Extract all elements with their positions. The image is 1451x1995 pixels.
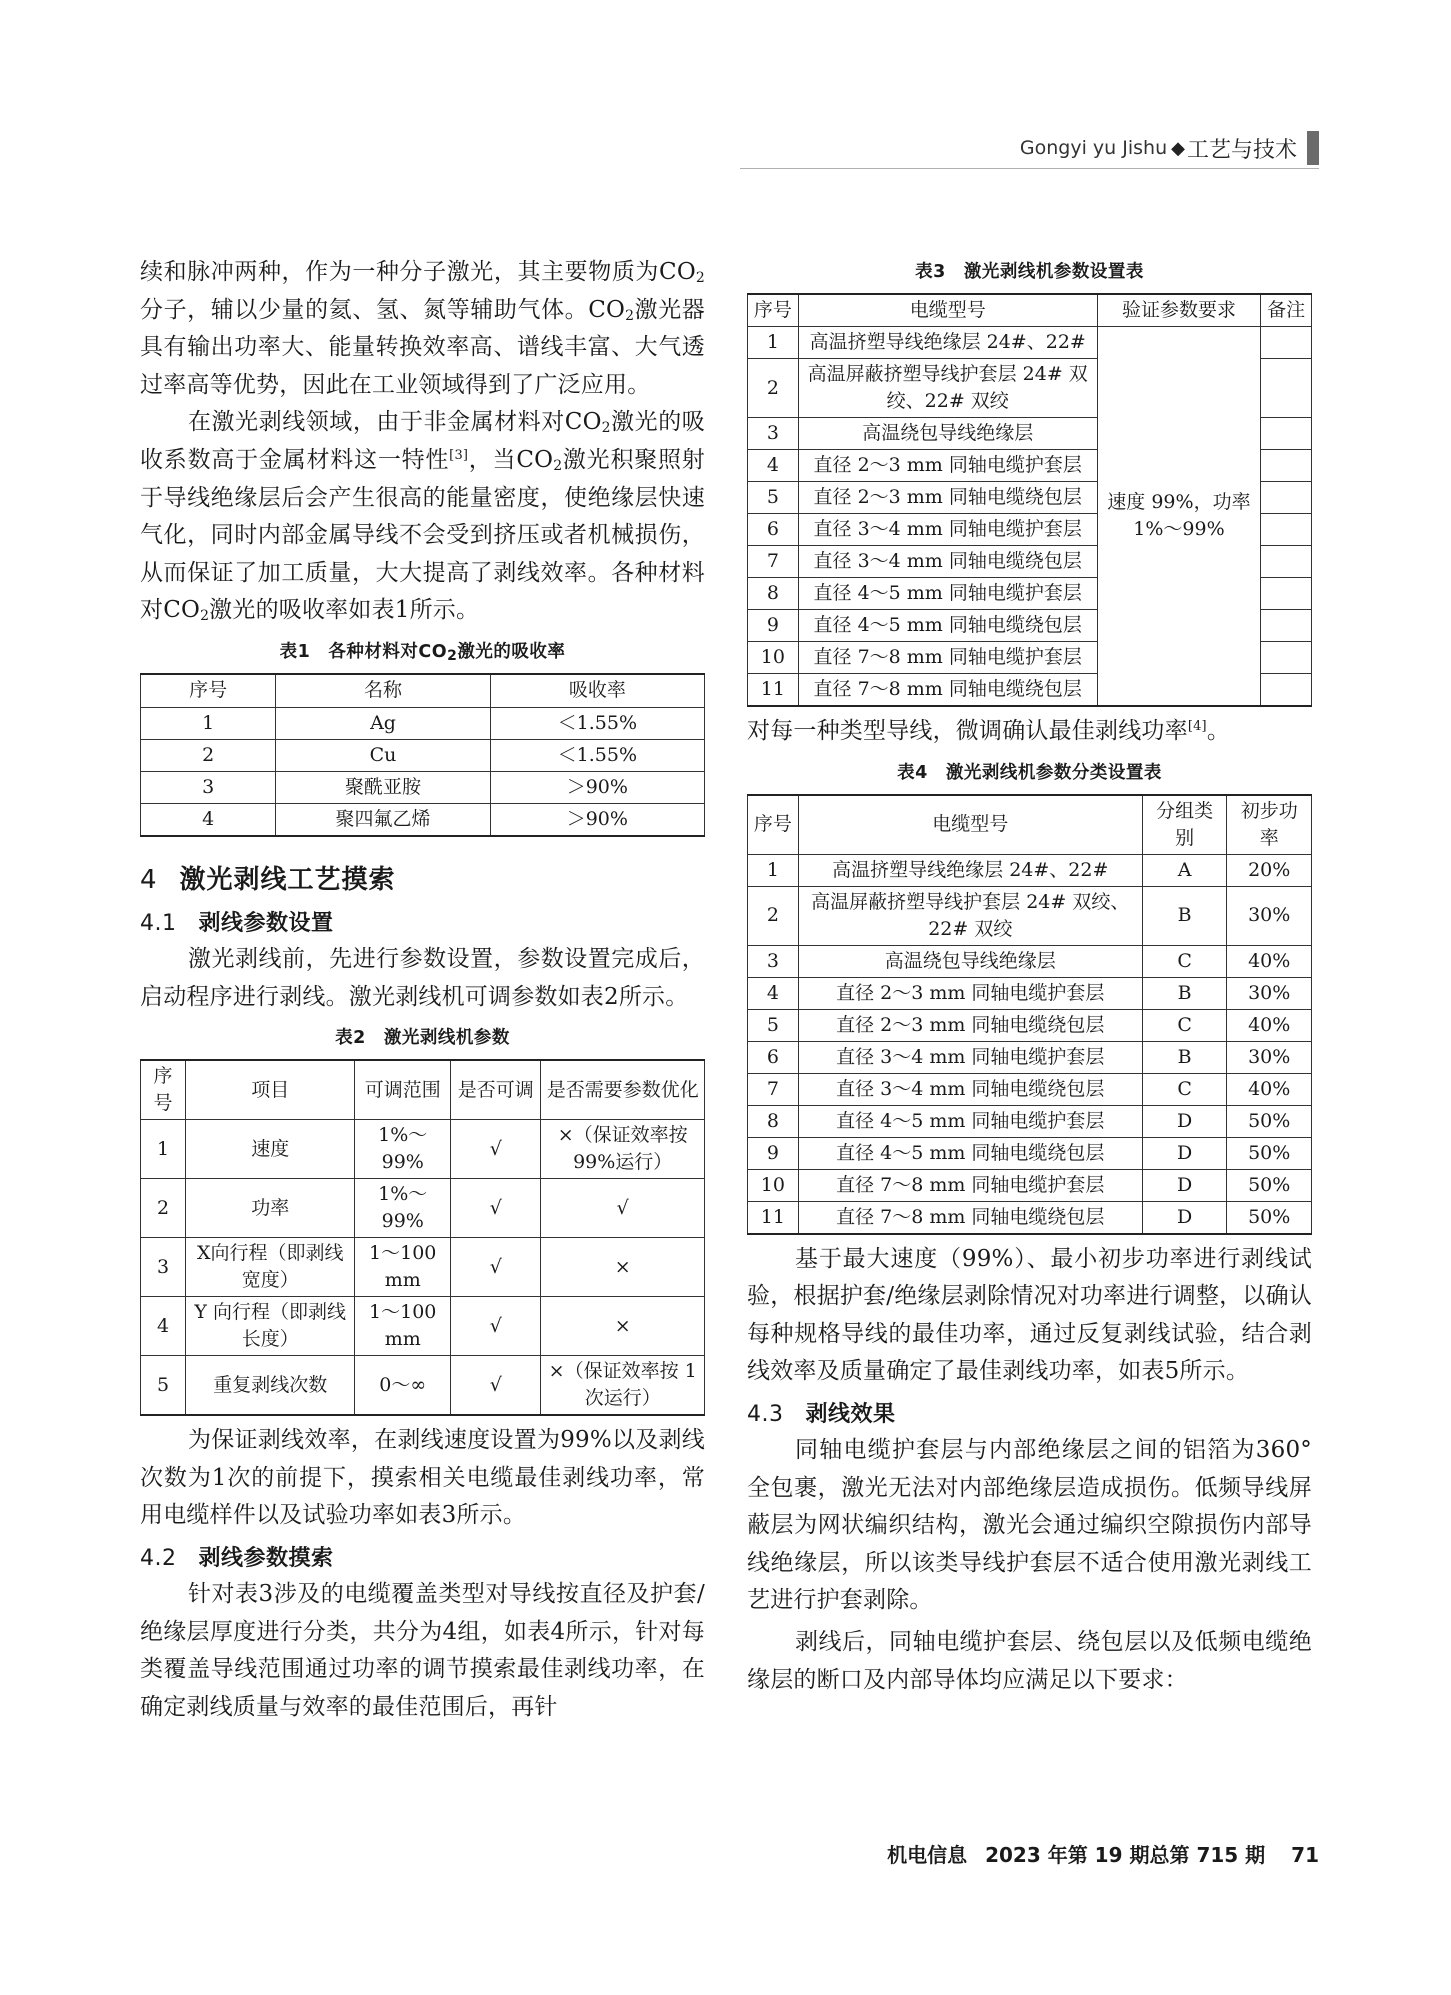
table-cell: 4 — [748, 977, 799, 1009]
table-cell: 直径 7～8 mm 同轴电缆护套层 — [798, 1169, 1142, 1201]
table-cell: 2 — [748, 886, 799, 945]
table-row — [141, 1297, 705, 1356]
page-footer — [887, 1839, 1319, 1868]
table-cell: 4 — [748, 450, 799, 482]
footer-issue: 2023 年第 19 期总第 715 期 — [985, 1843, 1266, 1867]
table-header-cell: 是否需要参数优化 — [541, 1060, 705, 1120]
table-cell-note — [1261, 327, 1312, 359]
table-cell: 30% — [1227, 1041, 1312, 1073]
table-cell: 10 — [748, 1169, 799, 1201]
table-cell: 50% — [1227, 1137, 1312, 1169]
table-cell-note — [1261, 514, 1312, 546]
table-cell: 直径 3～4 mm 同轴电缆护套层 — [798, 514, 1097, 546]
table-row — [141, 803, 705, 836]
section-4-heading: 4 激光剥线工艺摸索 — [140, 864, 396, 895]
table-cell: 30% — [1227, 977, 1312, 1009]
table-cell: 20% — [1227, 854, 1312, 886]
table1-caption: 表1 各种材料对$CO_2$激光的吸收率 — [279, 641, 566, 664]
table-row — [748, 945, 1312, 977]
table-header-cell: 电缆型号 — [798, 294, 1097, 327]
table-header-row — [141, 1060, 705, 1120]
table-cell: 3 — [141, 771, 276, 803]
table-cell: A — [1142, 854, 1227, 886]
table-row — [748, 1137, 1312, 1169]
table-cell: 直径 3～4 mm 同轴电缆护套层 — [798, 1041, 1142, 1073]
table-cell: 6 — [748, 1041, 799, 1073]
table-header-cell: 序号 — [141, 674, 276, 708]
table-cell: 8 — [748, 1105, 799, 1137]
table-cell: 40% — [1227, 1073, 1312, 1105]
table-cell: ＞90% — [490, 771, 704, 803]
table-cell: Cu — [276, 739, 490, 771]
table-cell: 3 — [141, 1238, 186, 1297]
table-cell: 1 — [141, 707, 276, 739]
table-cell: ＜1.55% — [490, 739, 704, 771]
table-header-cell: 验证参数要求 — [1097, 294, 1261, 327]
table-cell: 1%～99% — [355, 1179, 451, 1238]
table-cell: 10 — [748, 642, 799, 674]
table-cell: 2 — [141, 1179, 186, 1238]
table-row — [748, 977, 1312, 1009]
table-cell: 聚酰亚胺 — [276, 771, 490, 803]
table-cell: ×（保证效率按 1 次运行） — [541, 1356, 705, 1416]
table-cell: 直径 3～4 mm 同轴电缆绕包层 — [798, 546, 1097, 578]
table-cell-note — [1261, 418, 1312, 450]
table2-caption: 表2 激光剥线机参数 — [335, 1028, 510, 1049]
table-cell: 50% — [1227, 1105, 1312, 1137]
table-cell: 5 — [748, 482, 799, 514]
table-cell: B — [1142, 886, 1227, 945]
table-cell: B — [1142, 977, 1227, 1009]
table-row — [748, 1169, 1312, 1201]
table3-settings — [747, 293, 1312, 707]
paragraph-after-table4: 基于最大速度（99%）、最小初步功率进行剥线试验，根据护套/绝缘层剥除情况对功率进行调整，以确认每种规格导线的最佳功率，通过反复剥线试验，结合剥线效率及质量确定了最佳剥线功率，如表5所示。 — [747, 1245, 1312, 1385]
table-cell: 9 — [748, 610, 799, 642]
table-row — [141, 707, 705, 739]
table-cell: 直径 4～5 mm 同轴电缆护套层 — [798, 578, 1097, 610]
table-cell: Ag — [276, 707, 490, 739]
table-cell: 11 — [748, 674, 799, 707]
table-cell: 40% — [1227, 945, 1312, 977]
table-cell: 直径 4～5 mm 同轴电缆绕包层 — [798, 1137, 1142, 1169]
table-cell: ＞90% — [490, 803, 704, 836]
table-cell: 3 — [748, 945, 799, 977]
paragraph-after-table2: 为保证剥线效率，在剥线速度设置为99%以及剥线次数为1次的前提下，摸索相关电缆最佳剥线功率，常用电缆样件以及试验功率如表3所示。 — [140, 1427, 705, 1529]
table-cell-note — [1261, 450, 1312, 482]
table-cell: 6 — [748, 514, 799, 546]
table-cell: 高温绕包导线绝缘层 — [798, 945, 1142, 977]
table-cell: 7 — [748, 546, 799, 578]
table-cell: C — [1142, 945, 1227, 977]
table-cell: 1～100 mm — [355, 1297, 451, 1356]
paragraph-after-table3: 对每一种类型导线，微调确认最佳剥线功率[4]。 — [747, 718, 1231, 744]
table-row — [141, 1356, 705, 1416]
table-row — [748, 1009, 1312, 1041]
table-row — [748, 327, 1312, 359]
table1-absorption — [140, 673, 705, 837]
table-cell: 速度 — [186, 1120, 355, 1179]
table-cell: √ — [451, 1238, 541, 1297]
table-cell: 5 — [748, 1009, 799, 1041]
table-cell: 50% — [1227, 1169, 1312, 1201]
paragraph-laser-stripping: 在激光剥线领域，由于非金属材料对$CO_2$激光的吸收系数高于金属材料这一特性[3]，当$CO_2$激光积聚照射于导线绝缘层后会产生很高的能量密度，使绝缘层快速气化，同时内部金属导线不会受到挤压或者机械损伤，从而保证了加工质量，大大提高了剥线效率。各种材料对$CO_2$激光的吸收率如表1所示。 — [140, 409, 705, 625]
table-cell: C — [1142, 1073, 1227, 1105]
table-cell: 直径 2～3 mm 同轴电缆护套层 — [798, 450, 1097, 482]
table-header-cell: 电缆型号 — [798, 795, 1142, 855]
table-header-row — [748, 294, 1312, 327]
table-header-cell: 吸收率 — [490, 674, 704, 708]
table-cell-note — [1261, 674, 1312, 707]
table-row — [141, 739, 705, 771]
table-header-cell: 序号 — [141, 1060, 186, 1120]
table-cell: D — [1142, 1137, 1227, 1169]
table-header-cell: 分组类别 — [1142, 795, 1227, 855]
table2-parameters — [140, 1059, 705, 1416]
table-cell: √ — [451, 1356, 541, 1416]
paragraph-4-3-a: 同轴电缆护套层与内部绝缘层之间的铝箔为360°全包裹，激光无法对内部绝缘层造成损伤。低频导线屏蔽层为网状编织结构，激光会通过编织空隙损伤内部导线绝缘层，所以该类导线护套层不适合使用激光剥线工艺进行护套剥除。 — [747, 1436, 1312, 1614]
table-cell: 1 — [748, 854, 799, 886]
section-4-2-heading: 4.2 剥线参数摸索 — [140, 1545, 334, 1571]
table-header-cell: 是否可调 — [451, 1060, 541, 1120]
table-cell: √ — [451, 1120, 541, 1179]
paragraph-4-3-b: 剥线后，同轴电缆护套层、绕包层以及低频电缆绝缘层的断口及内部导体均应满足以下要求： — [747, 1628, 1312, 1693]
header-section-title: 工艺与技术 — [1186, 137, 1297, 163]
table-row — [141, 1120, 705, 1179]
table-row — [141, 771, 705, 803]
table-cell: 5 — [141, 1356, 186, 1416]
table-cell-note — [1261, 610, 1312, 642]
table-row — [748, 1041, 1312, 1073]
table-row — [748, 886, 1312, 945]
table-row — [748, 1201, 1312, 1234]
section-4-1-heading: 4.1 剥线参数设置 — [140, 910, 334, 936]
table-cell: 高温绕包导线绝缘层 — [798, 418, 1097, 450]
table-header-cell: 备注 — [1261, 294, 1312, 327]
table-header-cell: 可调范围 — [355, 1060, 451, 1120]
table-cell: 1 — [141, 1120, 186, 1179]
table-cell: 直径 7～8 mm 同轴电缆护套层 — [798, 642, 1097, 674]
table-cell: 高温挤塑导线绝缘层 24#、22# — [798, 327, 1097, 359]
table-row — [748, 1105, 1312, 1137]
table-cell: 50% — [1227, 1201, 1312, 1234]
header-pinyin: Gongyi yu Jishu — [1019, 137, 1168, 159]
table-cell: ×（保证效率按 99%运行） — [541, 1120, 705, 1179]
table-cell: √ — [451, 1179, 541, 1238]
table-cell: √ — [541, 1179, 705, 1238]
footer-journal: 机电信息 — [887, 1843, 968, 1867]
table-cell: 高温挤塑导线绝缘层 24#、22# — [798, 854, 1142, 886]
table-cell: 3 — [748, 418, 799, 450]
table-header-row — [141, 674, 705, 708]
table-cell: 4 — [141, 803, 276, 836]
table-cell-note — [1261, 642, 1312, 674]
table-cell-note — [1261, 578, 1312, 610]
table-row — [748, 1073, 1312, 1105]
table-cell: D — [1142, 1105, 1227, 1137]
table-header-row — [748, 795, 1312, 855]
section-4-3-heading: 4.3 剥线效果 — [747, 1401, 896, 1427]
table-cell: D — [1142, 1201, 1227, 1234]
table-row — [748, 854, 1312, 886]
paragraph-4-2: 针对表3涉及的电缆覆盖类型对导线按直径及护套/绝缘层厚度进行分类，共分为4组，如表4所示，针对每类覆盖导线范围通过功率的调节摸索最佳剥线功率，在确定剥线质量与效率的最佳范围后，再针 — [140, 1580, 705, 1720]
table-cell: D — [1142, 1169, 1227, 1201]
table-cell: 2 — [748, 359, 799, 418]
table-cell: 0～∞ — [355, 1356, 451, 1416]
table-cell: 直径 4～5 mm 同轴电缆护套层 — [798, 1105, 1142, 1137]
table-cell: B — [1142, 1041, 1227, 1073]
table-cell: 30% — [1227, 886, 1312, 945]
table-cell: 直径 2～3 mm 同轴电缆绕包层 — [798, 482, 1097, 514]
running-header — [1020, 128, 1319, 168]
table-cell: × — [541, 1297, 705, 1356]
table-header-cell: 名称 — [276, 674, 490, 708]
paragraph-4-1: 激光剥线前，先进行参数设置，参数设置完成后，启动程序进行剥线。激光剥线机可调参数如表2所示。 — [140, 945, 705, 1010]
diamond-icon: ◆ — [1171, 137, 1185, 159]
table-cell: C — [1142, 1009, 1227, 1041]
header-bar-decoration — [1307, 131, 1319, 165]
table-cell: 高温屏蔽挤塑导线护套层 24# 双绞、22# 双绞 — [798, 359, 1097, 418]
header-rule — [740, 168, 1319, 169]
table-cell: 1 — [748, 327, 799, 359]
table-cell: 功率 — [186, 1179, 355, 1238]
table-header-cell: 初步功率 — [1227, 795, 1312, 855]
table4-classification — [747, 794, 1312, 1235]
table-header-cell: 序号 — [748, 795, 799, 855]
table-header-cell: 序号 — [748, 294, 799, 327]
table-cell: × — [541, 1238, 705, 1297]
table-cell: 聚四氟乙烯 — [276, 803, 490, 836]
table-cell: ＜1.55% — [490, 707, 704, 739]
table-row — [141, 1238, 705, 1297]
table-cell: 直径 4～5 mm 同轴电缆绕包层 — [798, 610, 1097, 642]
table-row — [141, 1179, 705, 1238]
table-cell: Y 向行程（即剥线长度） — [186, 1297, 355, 1356]
table-cell: X向行程（即剥线宽度） — [186, 1238, 355, 1297]
table-cell: 直径 3～4 mm 同轴电缆绕包层 — [798, 1073, 1142, 1105]
paragraph-co2-intro: 续和脉冲两种，作为一种分子激光，其主要物质为$CO_2$分子，辅以少量的氦、氢、氮等辅助气体。$CO_2$激光器具有输出功率大、能量转换效率高、谱线丰富、大气透过率高等优势，因此在工业领域得到了广泛应用。 — [140, 259, 705, 398]
table-cell: 8 — [748, 578, 799, 610]
table-cell: 直径 2～3 mm 同轴电缆护套层 — [798, 977, 1142, 1009]
table-cell: 直径 7～8 mm 同轴电缆绕包层 — [798, 674, 1097, 707]
table-cell: 重复剥线次数 — [186, 1356, 355, 1416]
table-cell: 高温屏蔽挤塑导线护套层 24# 双绞、22# 双绞 — [798, 886, 1142, 945]
table-cell: 9 — [748, 1137, 799, 1169]
table-cell: 40% — [1227, 1009, 1312, 1041]
table-cell: 直径 2～3 mm 同轴电缆绕包层 — [798, 1009, 1142, 1041]
table-header-cell: 项目 — [186, 1060, 355, 1120]
table-cell: 11 — [748, 1201, 799, 1234]
table-cell: 1～100 mm — [355, 1238, 451, 1297]
table-cell: √ — [451, 1297, 541, 1356]
table-cell-note — [1261, 482, 1312, 514]
table-cell: 1%～99% — [355, 1120, 451, 1179]
table-cell: 7 — [748, 1073, 799, 1105]
table3-param-cell: 速度 99%，功率 1%～99% — [1097, 327, 1261, 707]
table-cell-note — [1261, 359, 1312, 418]
table-cell: 直径 7～8 mm 同轴电缆绕包层 — [798, 1201, 1142, 1234]
table-cell: 2 — [141, 739, 276, 771]
table3-caption: 表3 激光剥线机参数设置表 — [915, 262, 1144, 282]
table4-caption: 表4 激光剥线机参数分类设置表 — [897, 762, 1162, 783]
table-cell: 4 — [141, 1297, 186, 1356]
page-number: 71 — [1291, 1843, 1319, 1867]
table-cell-note — [1261, 546, 1312, 578]
right-column — [747, 258, 1312, 1699]
left-column — [140, 254, 705, 1726]
